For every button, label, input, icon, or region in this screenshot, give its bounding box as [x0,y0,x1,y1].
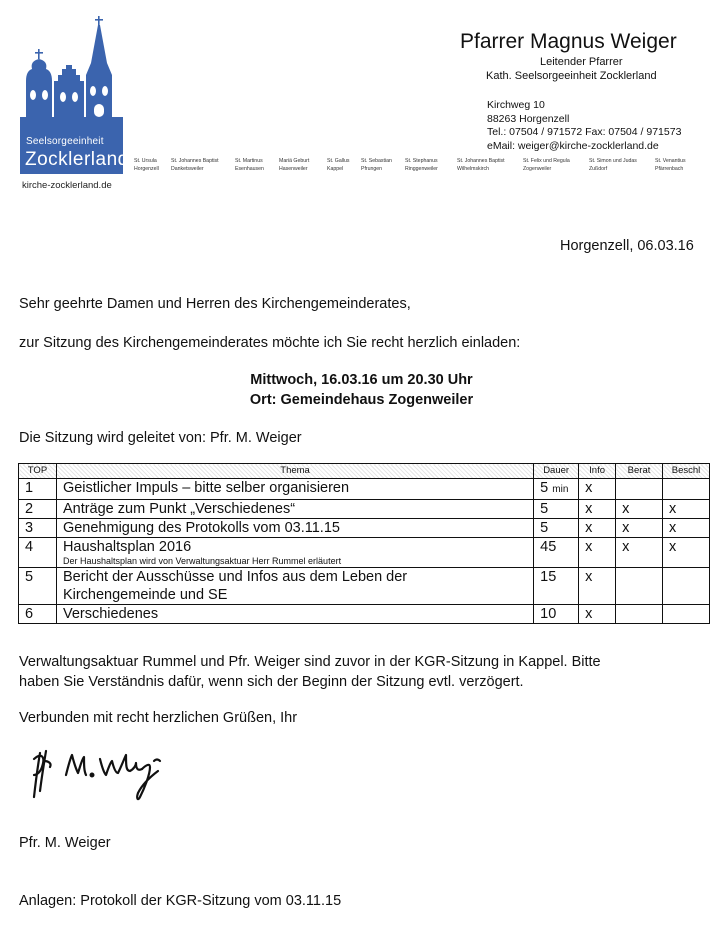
cell-top: 2 [19,500,57,519]
address-phone: Tel.: 07504 / 971572 Fax: 07504 / 971573 [487,126,682,138]
table-header-row [19,464,710,479]
cell-berat: x [616,538,663,568]
parish-item: Mariä Geburt Hasenweiler [279,158,310,172]
letter-date: Horgenzell, 06.03.16 [560,238,694,254]
cell-beschl [663,479,710,500]
cell-theme: Verschiedenes [56,605,533,624]
cell-dauer: 15 [534,568,579,605]
cell-beschl: x [663,519,710,538]
cell-berat: x [616,519,663,538]
theme-line2: Kirchengemeinde und SE [62,587,228,603]
table-row [19,500,710,519]
table-row [19,519,710,538]
meeting-place: Ort: Gemeindehaus Zogenweiler [249,392,474,408]
cell-theme: Geistlicher Impuls – bitte selber organisieren [56,479,533,500]
cell-theme [56,568,533,605]
closing-text: Verbunden mit recht herzlichen Grüßen, Ihr [19,710,298,726]
logo-text-line1: Seelsorgeeinheit [26,136,104,147]
agenda-table [18,463,710,624]
cell-theme: Anträge zum Punkt „Verschiedenes“ [56,500,533,519]
intro-text: zur Sitzung des Kirchengemeinderates möchte ich Sie recht herzlich einladen: [19,335,521,351]
cell-theme [56,538,533,568]
meeting-info [0,370,723,410]
cell-dauer: 45 [534,538,579,568]
parish-item: St. Martinus Esenhausen [235,158,264,172]
header-thema: Thema [56,464,533,479]
parish-item: St. Venantius Pfärrenbach [655,158,686,172]
table-row [19,538,710,568]
cell-berat [616,568,663,605]
cell-info: x [579,538,616,568]
handwritten-signature [26,745,176,807]
address-city: 88263 Horgenzell [487,112,570,125]
parish-item: St. Simon und Judas Zußdorf [589,158,637,172]
header-berat: Berat [616,464,663,479]
theme-line1: Bericht der Ausschüsse und Infos aus dem Leben der [62,569,408,585]
logo-badge [20,132,129,174]
note-line1: Verwaltungsaktuar Rummel und Pfr. Weiger sind zuvor in der KGR-Sitzung in Kappel. Bitte [19,654,601,670]
parish-item: St. Johannes Baptist Wilhelmskirch [457,158,505,172]
cell-theme: Genehmigung des Protokolls vom 03.11.15 [56,519,533,538]
sender-unit: Kath. Seelsorgeeinheit Zocklerland [486,70,657,82]
sender-name: Pfarrer Magnus Weiger [460,30,677,53]
parish-item: St. Stephanus Ringgenweiler [405,158,438,172]
header-beschl: Beschl [663,464,710,479]
cell-beschl: x [663,538,710,568]
theme-title: Haushaltsplan 2016 [62,539,192,555]
attachment-note: Anlagen: Protokoll der KGR-Sitzung vom 03.11.15 [19,893,342,909]
cell-top: 5 [19,568,57,605]
signer-name: Pfr. M. Weiger [19,835,111,851]
cell-berat [616,605,663,624]
cell-top: 3 [19,519,57,538]
address-email: eMail: weiger@kirche-zocklerland.de [487,139,659,152]
parish-item: St. Johannes Baptist Danketsweiler [171,158,219,172]
meeting-time: Mittwoch, 16.03.16 um 20.30 Uhr [250,372,473,388]
table-row [19,568,710,605]
theme-subtitle: Der Haushaltsplan wird von Verwaltungsaktuar Herr Rummel erläutert [62,556,342,566]
cell-info: x [579,500,616,519]
parish-item: St. Ursula Horgenzell [134,158,159,172]
header-info: Info [579,464,616,479]
note-text [19,652,709,692]
logo-text-line2: Zocklerland [25,149,129,170]
header-dauer: Dauer [534,464,579,479]
table-row [19,605,710,624]
cell-beschl: x [663,500,710,519]
cell-beschl [663,568,710,605]
cell-info: x [579,479,616,500]
cell-top: 4 [19,538,57,568]
cell-beschl [663,605,710,624]
address-street: Kirchweg 10 [487,99,545,111]
cell-info: x [579,519,616,538]
sender-address [487,99,681,153]
cell-berat [616,479,663,500]
parish-item: St. Sebastian Pfrungen [361,158,392,172]
cell-top: 6 [19,605,57,624]
cell-dauer: 5 min [534,479,579,500]
sender-role: Leitender Pfarrer [540,56,623,68]
cell-info: x [579,605,616,624]
cell-dauer: 5 [534,500,579,519]
note-line2: haben Sie Verständnis dafür, wenn sich der Beginn der Sitzung evtl. verzögert. [19,674,524,690]
salutation: Sehr geehrte Damen und Herren des Kirchengemeinderates, [19,296,411,312]
cell-dauer: 5 [534,519,579,538]
cell-berat: x [616,500,663,519]
table-row [19,479,710,500]
cell-top: 1 [19,479,57,500]
parish-item: St. Gallus Kappel [327,158,350,172]
logo-url: kirche-zocklerland.de [22,180,112,191]
parish-item: St. Felix und Regula Zogenweiler [523,158,570,172]
chair-text: Die Sitzung wird geleitet von: Pfr. M. Weiger [19,430,302,446]
cell-info: x [579,568,616,605]
cell-dauer: 10 [534,605,579,624]
header-top: TOP [19,464,57,479]
